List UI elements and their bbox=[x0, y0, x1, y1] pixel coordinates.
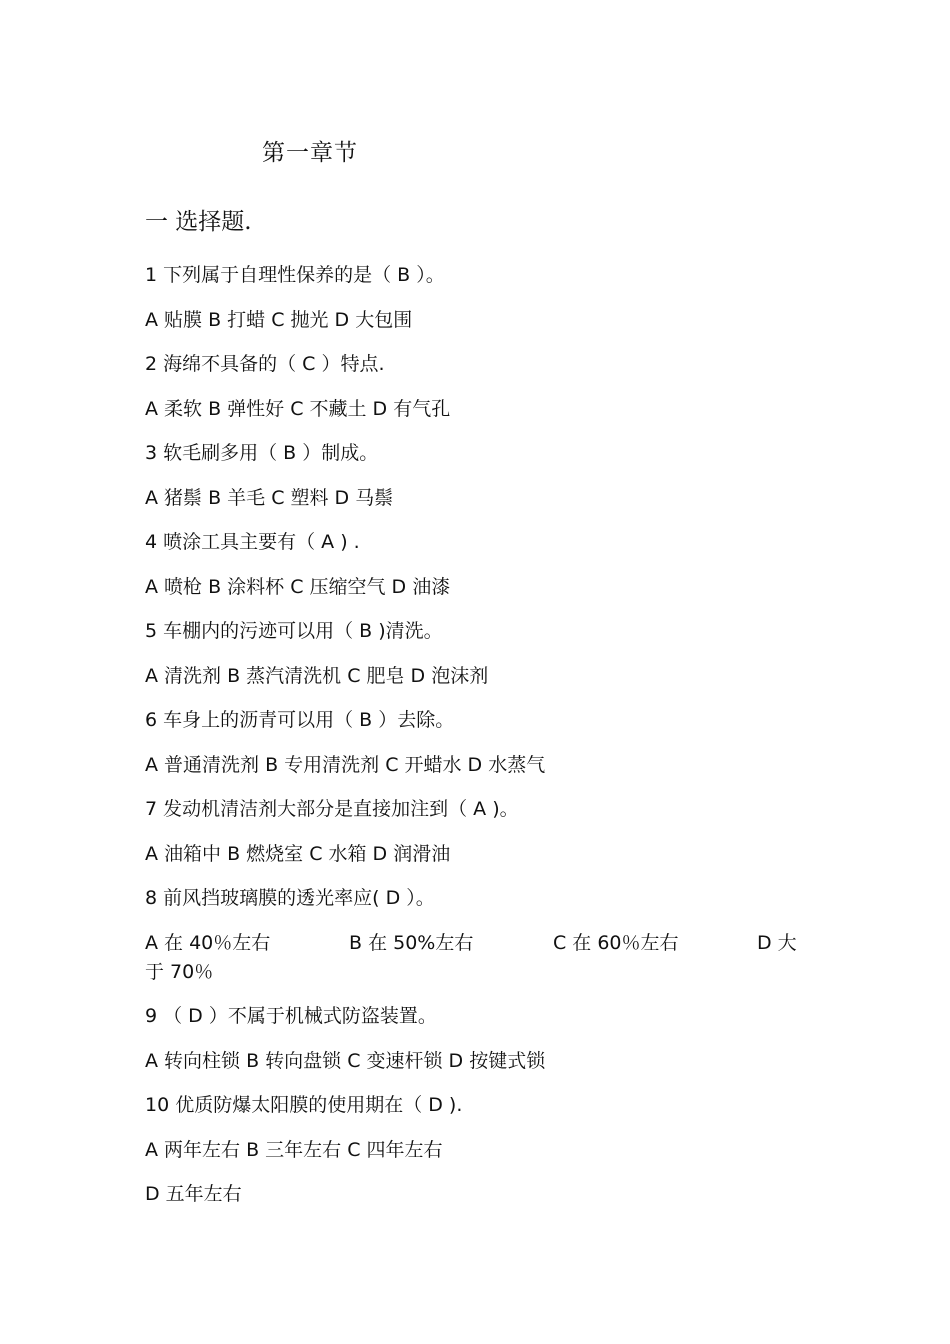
option-8-c: C 在 60％左右 bbox=[553, 932, 679, 954]
options-6: A 普通清洗剂 B 专用清洗剂 C 开蜡水 D 水蒸气 bbox=[145, 754, 546, 776]
question-1: 1 下列属于自理性保养的是（ B ）。 bbox=[145, 264, 445, 286]
option-8-d: D 大 bbox=[757, 932, 797, 954]
option-8-b: B 在 50%左右 bbox=[349, 932, 474, 954]
question-4: 4 喷涂工具主要有（ A ) . bbox=[145, 531, 360, 553]
options-1: A 贴膜 B 打蜡 C 抛光 D 大包围 bbox=[145, 309, 413, 331]
question-2: 2 海绵不具备的（ C ）特点. bbox=[145, 353, 385, 375]
question-8: 8 前风挡玻璃膜的透光率应( D ）。 bbox=[145, 887, 435, 909]
option-8-a: A 在 40％左右 bbox=[145, 932, 271, 954]
options-3: A 猪鬃 B 羊毛 C 塑料 D 马鬃 bbox=[145, 487, 394, 509]
question-10: 10 优质防爆太阳膜的使用期在（ D ). bbox=[145, 1094, 463, 1116]
options-5: A 清洗剂 B 蒸汽清洗机 C 肥皂 D 泡沫剂 bbox=[145, 665, 489, 687]
options-8 bbox=[145, 929, 797, 957]
question-6: 6 车身上的沥青可以用（ B ）去除。 bbox=[145, 709, 455, 731]
options-7: A 油箱中 B 燃烧室 C 水箱 D 润滑油 bbox=[145, 843, 451, 865]
section-heading: 一 选择题. bbox=[145, 209, 252, 235]
options-4: A 喷枪 B 涂料杯 C 压缩空气 D 油漆 bbox=[145, 576, 451, 598]
options-2: A 柔软 B 弹性好 C 不藏土 D 有气孔 bbox=[145, 398, 451, 420]
question-3: 3 软毛刷多用（ B ）制成。 bbox=[145, 442, 379, 464]
question-5: 5 车棚内的污迹可以用（ B )清洗。 bbox=[145, 620, 443, 642]
question-7: 7 发动机清洁剂大部分是直接加注到（ A )。 bbox=[145, 798, 519, 820]
options-10: A 两年左右 B 三年左右 C 四年左右 bbox=[145, 1139, 443, 1161]
question-9: 9 （ D ）不属于机械式防盗装置。 bbox=[145, 1005, 437, 1027]
options-10-d: D 五年左右 bbox=[145, 1183, 242, 1205]
chapter-title: 第一章节 bbox=[262, 140, 358, 166]
options-9: A 转向柱锁 B 转向盘锁 C 变速杆锁 D 按键式锁 bbox=[145, 1050, 546, 1072]
options-8-wrap: 于 70％ bbox=[145, 961, 214, 983]
